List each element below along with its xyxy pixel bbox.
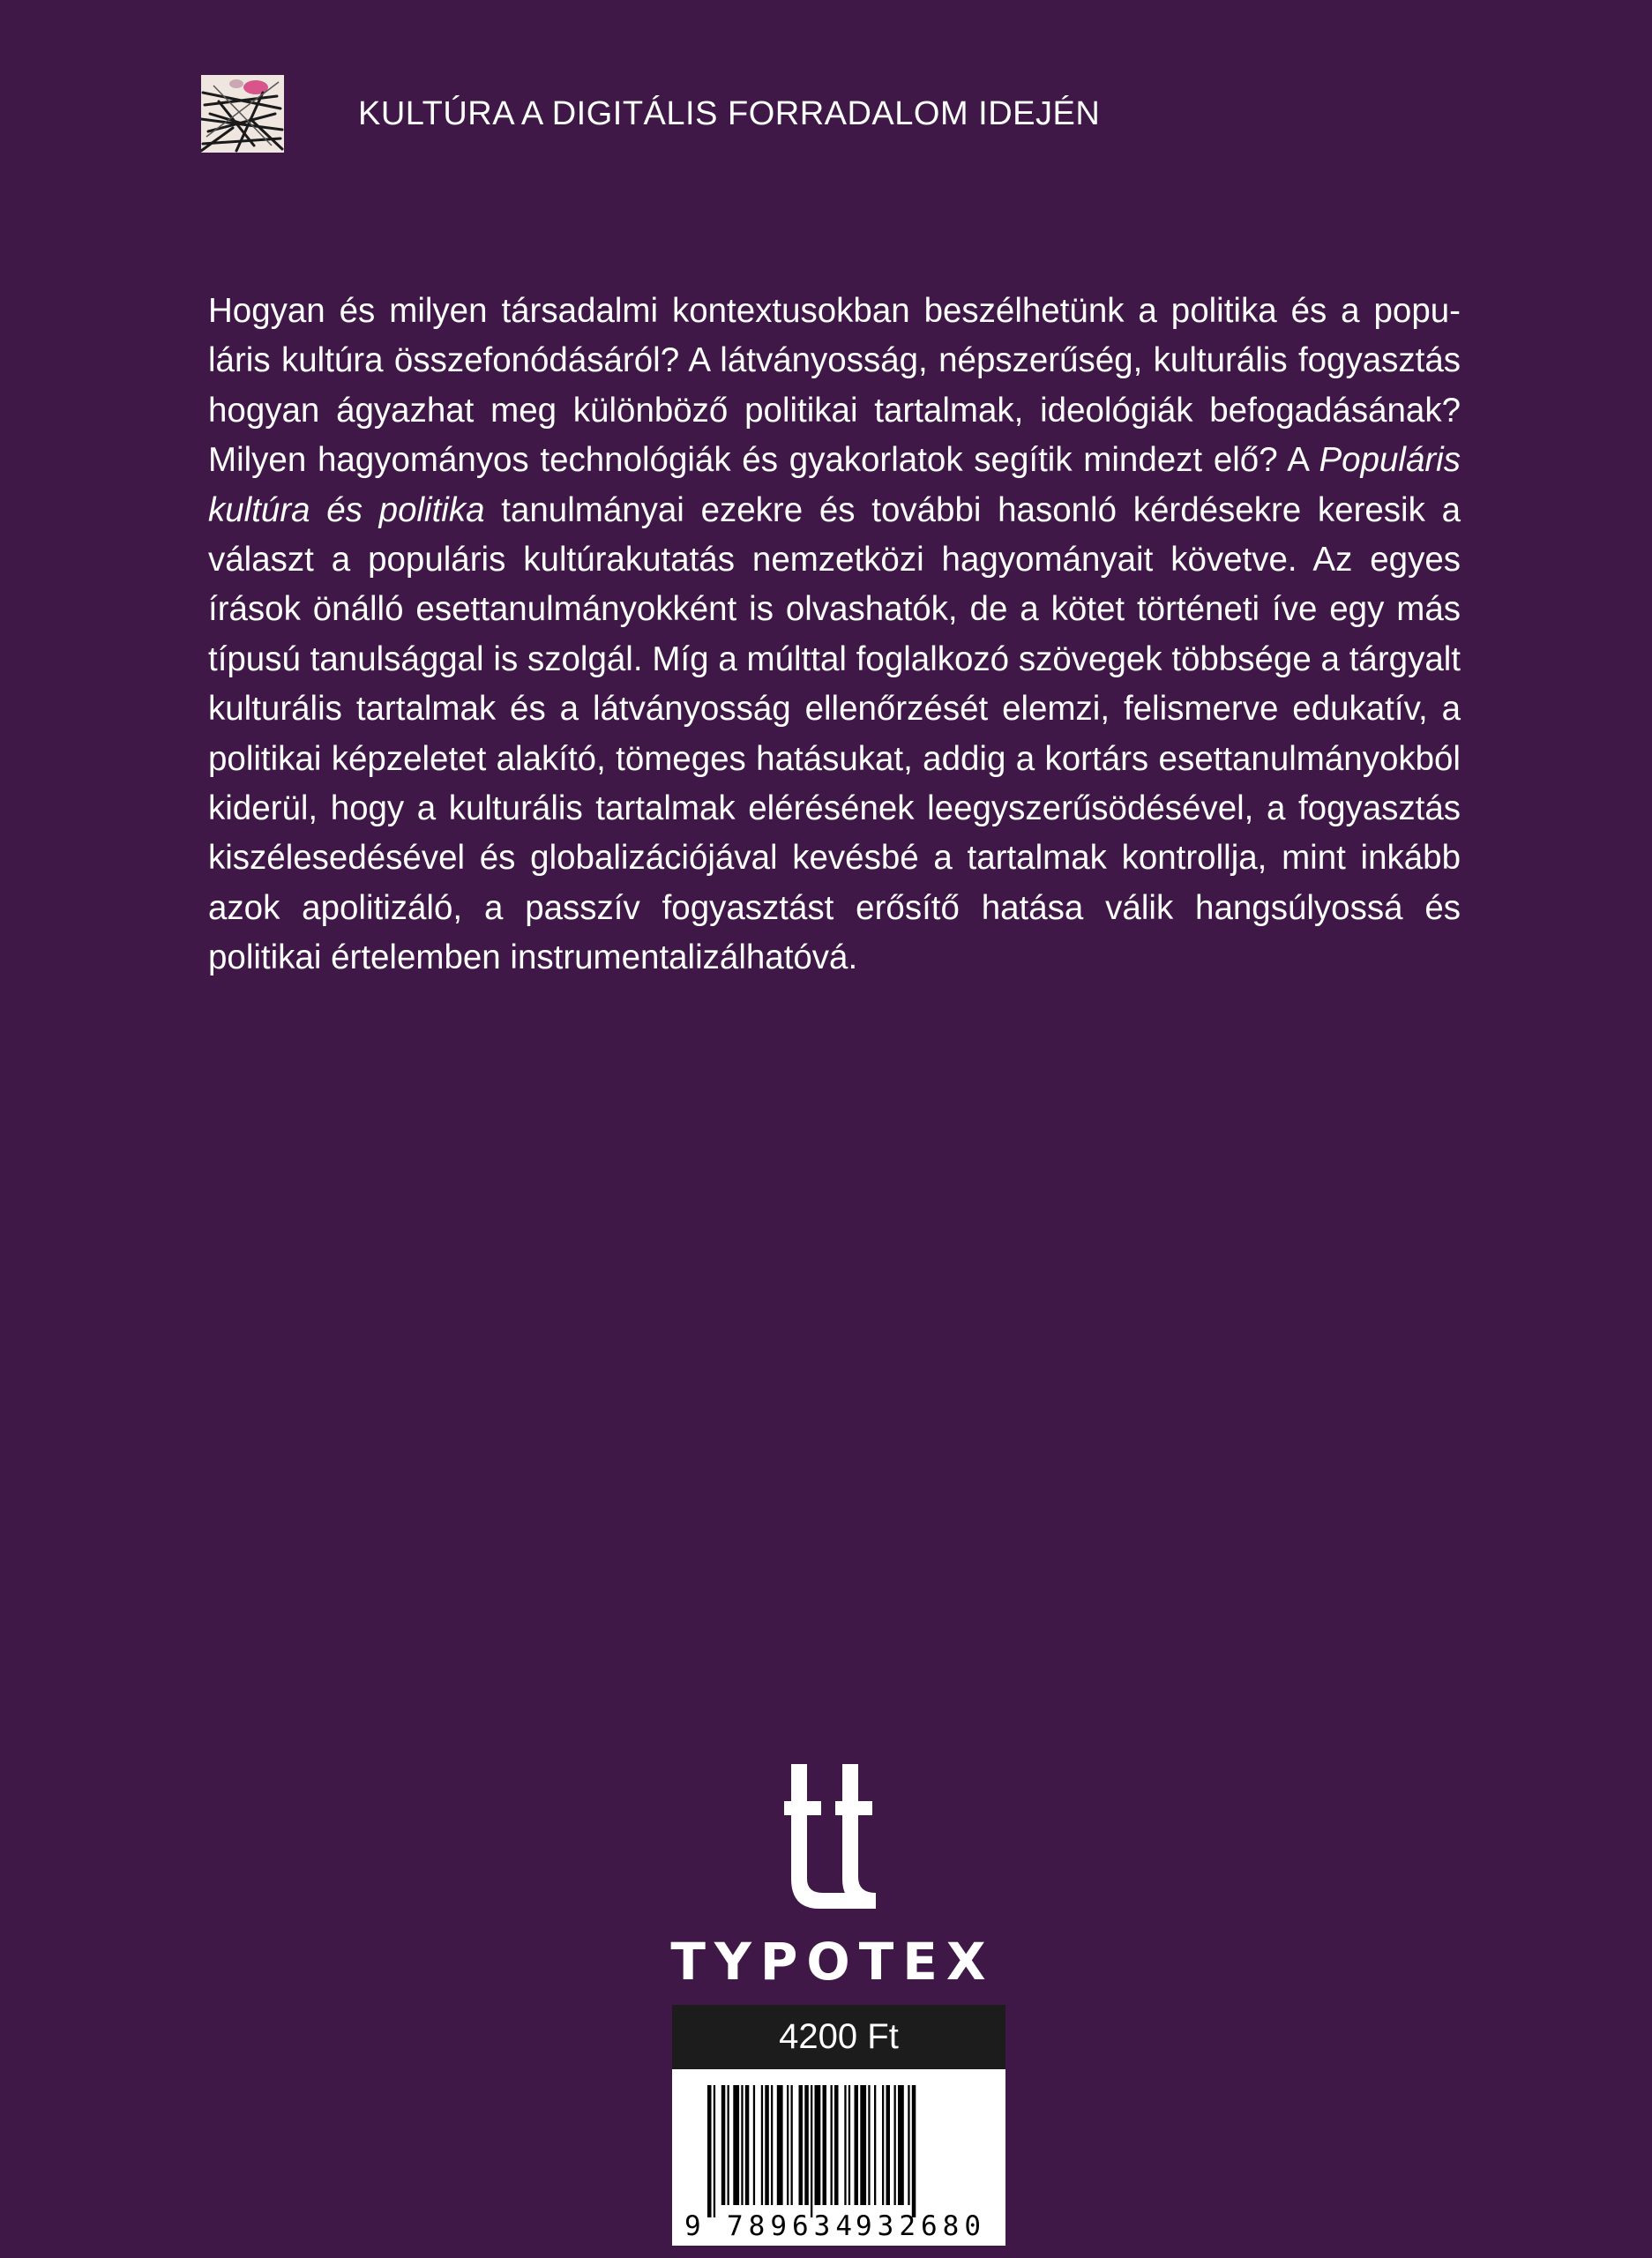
barcode-bar	[844, 2085, 846, 2205]
isbn-right-group: 932680	[856, 2210, 986, 2242]
barcode-bar	[848, 2085, 850, 2205]
series-emblem-icon	[201, 75, 284, 153]
barcode-bar	[811, 2085, 812, 2217]
barcode-bar	[855, 2085, 859, 2205]
barcode-bar	[728, 2085, 729, 2205]
blurb-book-title: Populáris kultúra és politika	[208, 441, 1461, 529]
price-label	[672, 2005, 1005, 2069]
blurb-part-2: tanulmányai ezekre és további hasonló kérdésekre keresik a választ a populáris kultúrakutatás nemzetközi hagyományait követve. Az egyes írások önálló esettanulmányokként is olvashatók, de a kötet történeti íve egy más típusú tanulsággal is szolgál. Míg a múlttal foglalkozó szövegek többsége a tárgyalt kulturális tartalmak és a látványosság ellenőrzését elemzi, felismerve edukatív, a politikai képzeletet alakító, tömeges hatásukat, addig a kortárs esettanulmányokból kiderül, hogy a kulturális tartalmak elérésének leegyszerűsödésével, a fogyasztás kiszélesedésével és globalizációjával kevésbé a tartalmak kontrollja, mint inkább azok apolitizáló, a passzív fogyasztást erősítő hatása válik hangsúlyossá és politikai értelemben instrumentalizálhatóvá.	[208, 490, 1461, 977]
barcode-bar	[874, 2085, 876, 2205]
barcode-bar	[882, 2085, 884, 2205]
barcode-bar	[823, 2085, 827, 2205]
barcode-bar	[831, 2085, 833, 2205]
isbn-digits	[672, 2207, 1005, 2242]
barcode-bar	[777, 2085, 783, 2205]
barcode-bar	[761, 2085, 763, 2205]
price-text: 4200 Ft	[779, 2017, 899, 2056]
blurb-text	[208, 287, 1461, 983]
barcode-bar	[898, 2085, 904, 2205]
barcode-bar	[834, 2085, 839, 2205]
barcode-bar	[868, 2085, 870, 2205]
barcode-bar	[815, 2085, 821, 2205]
series-header	[201, 74, 1100, 153]
tt-logo-icon	[784, 1764, 881, 1914]
blurb-part-1: Hogyan és milyen társadalmi kontextusokban beszélhetünk a politika és a populáris kultúra összefonódásáról? A látványosság, népszerűség, kulturális fogyasztás hogyan ágyazhat meg különböző politikai tartalmak, ideológiák befogadásának? Milyen hagyományos technológiák és gyakorlatok segítik mindezt elő? A	[208, 292, 1461, 480]
isbn-barcode	[672, 2069, 1005, 2246]
barcode-bar	[908, 2085, 909, 2205]
series-title: KULTÚRA A DIGITÁLIS FORRADALOM IDEJÉN	[358, 94, 1101, 132]
barcode-bar	[741, 2085, 743, 2205]
isbn-left-group: 789634	[727, 2210, 857, 2242]
isbn-first-digit: 9	[684, 2210, 701, 2242]
barcode-bar	[791, 2085, 793, 2205]
barcode-bar	[714, 2085, 715, 2217]
barcode-bar	[912, 2085, 916, 2217]
barcode-bar	[860, 2085, 866, 2205]
barcode-bar	[804, 2085, 809, 2205]
barcode-bar	[707, 2085, 712, 2217]
barcode-bar	[721, 2085, 726, 2205]
barcode-bar	[799, 2085, 804, 2205]
publisher-name: TYPOTEX	[670, 1932, 995, 1992]
barcode-bar	[733, 2085, 739, 2205]
barcode-bar	[787, 2085, 789, 2205]
barcode-bar	[765, 2085, 769, 2205]
barcode-bar	[894, 2085, 896, 2205]
barcode-bar	[886, 2085, 891, 2205]
barcode-bar	[771, 2085, 773, 2205]
barcode-bar	[745, 2085, 750, 2205]
publisher-logo	[656, 1764, 1009, 1992]
barcode-bar	[753, 2085, 755, 2205]
